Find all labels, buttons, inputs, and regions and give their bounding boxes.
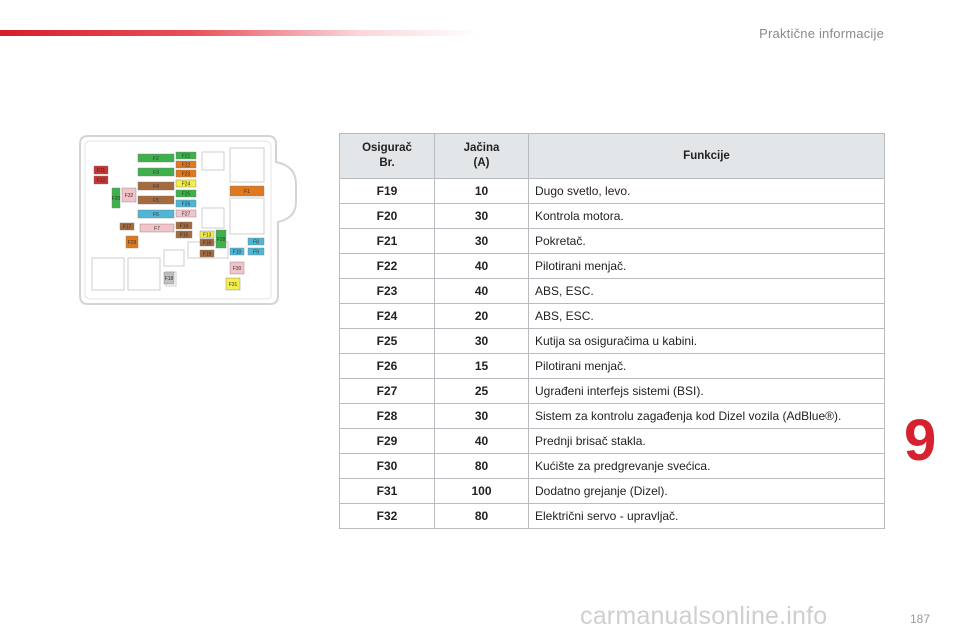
fuse-f12 (94, 176, 108, 184)
fuse-f16 (200, 239, 214, 246)
fuse-f17 (120, 223, 134, 230)
fuse-label: F7 (154, 225, 160, 232)
fuse-number-cell: F26 (340, 354, 435, 379)
fuse-f4 (138, 182, 174, 190)
fuse-label: F5 (153, 197, 159, 204)
function-cell: Sistem za kontrolu zagađenja kod Dizel vozila (AdBlue®). (529, 404, 885, 429)
fuse-table (339, 133, 885, 529)
fuse-label: F14 (179, 223, 189, 230)
fuse-f23 (176, 170, 196, 177)
column-header-fuse: Osigurač Br. (340, 134, 435, 179)
fuse-label: F24 (181, 181, 191, 188)
amperage-cell: 30 (435, 204, 529, 229)
table-row (340, 479, 885, 504)
fuse-label: F8 (253, 239, 259, 246)
fuse-number-cell: F22 (340, 254, 435, 279)
fuse-f22 (176, 161, 196, 168)
fuse-f21 (176, 152, 196, 159)
table-row (340, 179, 885, 204)
fuse-f19 (200, 250, 214, 257)
fuse-label: F11 (96, 167, 106, 174)
fuse-number-cell: F25 (340, 329, 435, 354)
table-row (340, 279, 885, 304)
fuse-f1 (230, 186, 264, 196)
fuse-number-cell: F28 (340, 404, 435, 429)
fuse-f31 (226, 278, 240, 290)
amperage-cell: 30 (435, 229, 529, 254)
fuse-f10 (230, 248, 244, 255)
fuse-label: F15 (179, 232, 189, 239)
table-row (340, 329, 885, 354)
table-row (340, 504, 885, 529)
amperage-cell: 25 (435, 379, 529, 404)
table-row (340, 254, 885, 279)
fuse-f28 (216, 230, 226, 248)
fuse-label: F28 (216, 236, 226, 243)
function-cell: ABS, ESC. (529, 279, 885, 304)
fuse-f8 (248, 238, 264, 245)
fuse-label: F16 (202, 240, 212, 247)
fuse-label: F22 (181, 162, 191, 169)
function-cell: Prednji brisač stakla. (529, 429, 885, 454)
fuse-f2 (138, 154, 174, 162)
function-cell: Električni servo - upravljač. (529, 504, 885, 529)
fuse-f26 (176, 200, 196, 207)
fuse-number-cell: F23 (340, 279, 435, 304)
fuse-f18 (164, 272, 174, 284)
fuse-f30 (230, 262, 244, 274)
fuse-number-cell: F19 (340, 179, 435, 204)
amperage-cell: 40 (435, 254, 529, 279)
fuse-f9 (248, 248, 264, 255)
table-row (340, 304, 885, 329)
fuse-label: F25 (181, 191, 191, 198)
fuse-f20 (112, 188, 121, 208)
table-row (340, 379, 885, 404)
amperage-cell: 40 (435, 429, 529, 454)
fuse-number-cell: F31 (340, 479, 435, 504)
fuse-f6 (138, 210, 174, 218)
table-row (340, 204, 885, 229)
function-cell: Pokretač. (529, 229, 885, 254)
fuse-number-cell: F20 (340, 204, 435, 229)
function-cell: Kutija sa osiguračima u kabini. (529, 329, 885, 354)
function-cell: ABS, ESC. (529, 304, 885, 329)
fuse-f14 (176, 222, 192, 229)
amperage-cell: 80 (435, 454, 529, 479)
column-header-functions: Funkcije (529, 134, 885, 179)
fuse-label: F3 (153, 169, 159, 176)
fuse-f27 (176, 210, 196, 217)
amperage-cell: 100 (435, 479, 529, 504)
section-title: Praktične informacije (759, 26, 884, 41)
column-header-amperage: Jačina (A) (435, 134, 529, 179)
amperage-cell: 20 (435, 304, 529, 329)
fuse-label: F1 (244, 188, 250, 195)
fuse-label: F31 (228, 281, 238, 288)
fuse-number-cell: F27 (340, 379, 435, 404)
amperage-cell: 40 (435, 279, 529, 304)
fuse-f5 (138, 196, 174, 204)
fuse-f25 (176, 190, 196, 197)
fuse-f15 (176, 231, 192, 238)
fuse-number-cell: F24 (340, 304, 435, 329)
fuse-label: F27 (181, 211, 191, 218)
table-row (340, 404, 885, 429)
fuse-f11 (94, 166, 108, 174)
table-row (340, 429, 885, 454)
amperage-cell: 10 (435, 179, 529, 204)
function-cell: Kontrola motora. (529, 204, 885, 229)
fuse-label: F10 (232, 249, 242, 256)
fuse-label: F29 (127, 239, 137, 246)
fuse-label: F23 (181, 171, 191, 178)
fuse-f3 (138, 168, 174, 176)
fuse-box-diagram (78, 132, 300, 308)
watermark: carmanualsonline.info (580, 602, 828, 630)
fuse-label: F13 (202, 232, 212, 239)
fuse-label: F2 (153, 155, 159, 162)
fuse-label: F32 (124, 192, 134, 199)
table-header-row (340, 134, 885, 179)
function-cell: Pilotirani menjač. (529, 254, 885, 279)
fuse-number-cell: F32 (340, 504, 435, 529)
fuse-label: F18 (164, 275, 174, 282)
fuse-label: F12 (96, 177, 106, 184)
fuse-label: F17 (122, 224, 132, 231)
header-accent-bar (0, 30, 480, 36)
fuse-number-cell: F29 (340, 429, 435, 454)
fuse-f29 (126, 236, 138, 248)
fuse-f7 (140, 224, 174, 232)
fuse-label: F6 (153, 211, 159, 218)
fuse-number-cell: F21 (340, 229, 435, 254)
fuse-label: F21 (181, 153, 191, 160)
table-row (340, 229, 885, 254)
fuse-label: F20 (111, 195, 121, 202)
function-cell: Dugo svetlo, levo. (529, 179, 885, 204)
amperage-cell: 30 (435, 404, 529, 429)
function-cell: Ugrađeni interfejs sistemi (BSI). (529, 379, 885, 404)
fuse-label: F9 (253, 249, 259, 256)
fuse-label: F30 (232, 265, 242, 272)
page-number: 187 (909, 612, 930, 626)
fuse-f32 (122, 188, 136, 202)
table-row (340, 454, 885, 479)
fuse-f13 (200, 231, 214, 238)
fuse-f24 (176, 180, 196, 187)
table-row (340, 354, 885, 379)
fuse-number-cell: F30 (340, 454, 435, 479)
amperage-cell: 80 (435, 504, 529, 529)
amperage-cell: 30 (435, 329, 529, 354)
function-cell: Kućište za predgrevanje svećica. (529, 454, 885, 479)
fuse-label: F19 (202, 251, 212, 258)
fuse-label: F26 (181, 201, 191, 208)
chapter-number: 9 (904, 408, 937, 473)
function-cell: Pilotirani menjač. (529, 354, 885, 379)
fuse-label: F4 (153, 183, 159, 190)
function-cell: Dodatno grejanje (Dizel). (529, 479, 885, 504)
amperage-cell: 15 (435, 354, 529, 379)
